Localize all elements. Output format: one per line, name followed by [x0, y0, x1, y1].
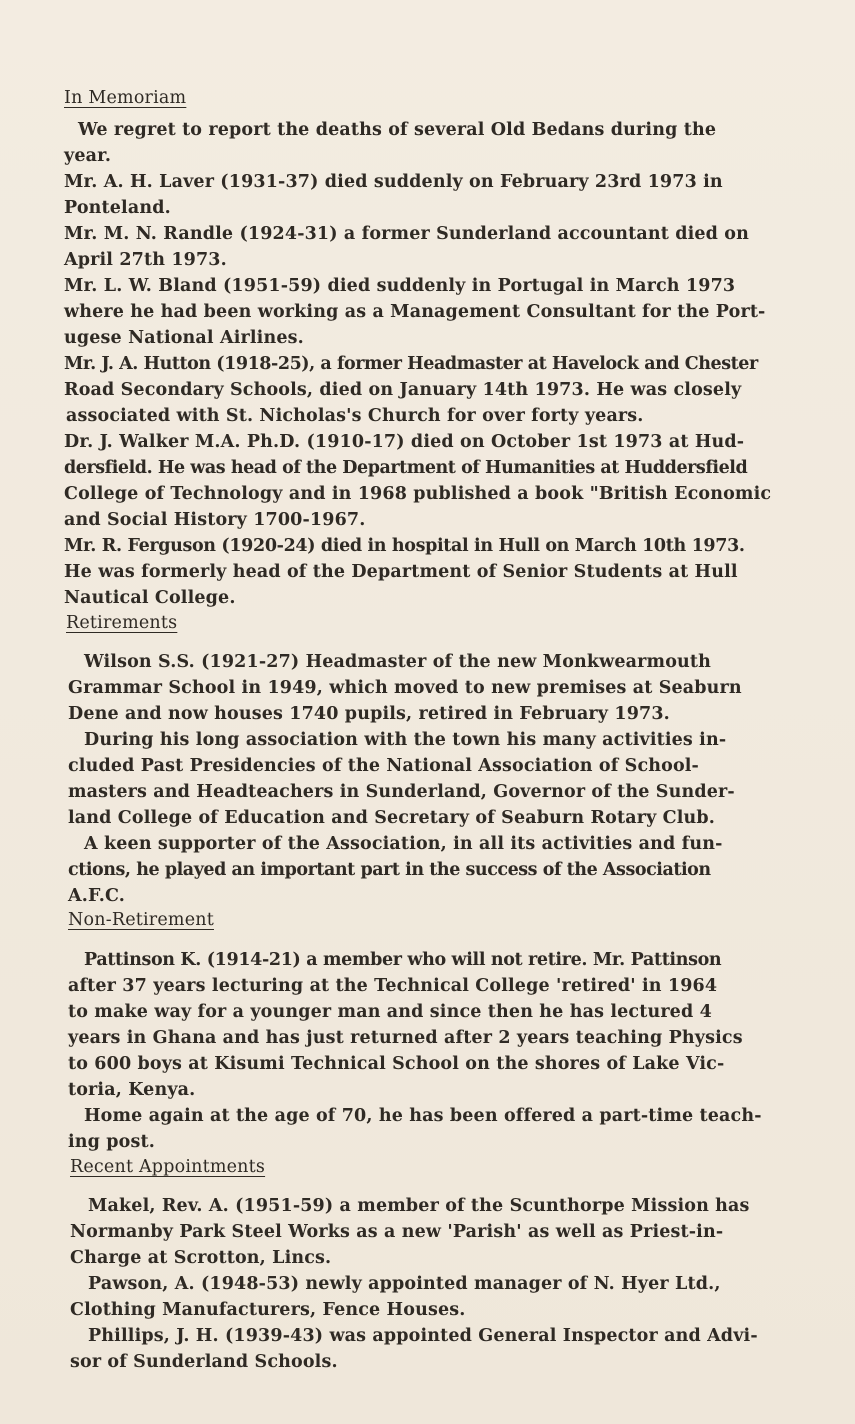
- retirements-line: Grammar School in 1949, which moved to new premises at Seaburn: [68, 678, 742, 698]
- retirements-line: A.F.C.: [68, 886, 126, 906]
- memoriam-line: Dr. J. Walker M.A. Ph.D. (1910-17) died on October 1st 1973 at Hud-: [64, 432, 745, 452]
- retirements-line: During his long association with the town his many activities in-: [84, 730, 727, 750]
- memoriam-line: College of Technology and in 1968 published a book "British Economic: [64, 484, 772, 504]
- appointments-line: Normanby Park Steel Works as a new 'Parish' as well as Priest-in-: [70, 1222, 724, 1242]
- retirements-line: masters and Headteachers in Sunderland, Governor of the Sunder-: [68, 782, 735, 802]
- retirements-line: ctions, he played an important part in the success of the Association: [68, 860, 711, 880]
- section-heading-retirements: Retirements: [66, 613, 178, 633]
- memoriam-line: Nautical College.: [64, 588, 236, 608]
- memoriam-line: Road Secondary Schools, died on January 14th 1973. He was closely: [64, 380, 742, 400]
- memoriam-line: Mr. M. N. Randle (1924-31) a former Sunderland accountant died on: [64, 224, 749, 244]
- memoriam-line: Mr. L. W. Bland (1951-59) died suddenly in Portugal in March 1973: [64, 276, 736, 296]
- appointments-line: Pawson, A. (1948-53) newly appointed manager of N. Hyer Ltd.,: [88, 1274, 721, 1294]
- memoriam-line: We regret to report the deaths of several Old Bedans during the: [78, 120, 717, 140]
- memoriam-line: Mr. A. H. Laver (1931-37) died suddenly on February 23rd 1973 in: [64, 172, 723, 192]
- section-heading-in-memoriam: In Memoriam: [64, 88, 187, 108]
- non-retirement-line: years in Ghana and has just returned after 2 years teaching Physics: [68, 1028, 743, 1048]
- appointments-line: sor of Sunderland Schools.: [70, 1352, 338, 1372]
- memoriam-line: where he had been working as a Management Consultant for the Port-: [64, 302, 766, 322]
- memoriam-line: ugese National Airlines.: [64, 328, 304, 348]
- memoriam-line: dersfield. He was head of the Department of Humanities at Huddersfield: [64, 458, 748, 478]
- section-heading-non-retirement: Non-Retirement: [68, 910, 214, 930]
- non-retirement-line: after 37 years lecturing at the Technical College 'retired' in 1964: [68, 976, 718, 996]
- appointments-line: Phillips, J. H. (1939-43) was appointed General Inspector and Advi-: [88, 1326, 758, 1346]
- retirements-line: land College of Education and Secretary of Seaburn Rotary Club.: [68, 808, 716, 828]
- non-retirement-line: to 600 boys at Kisumi Technical School on the shores of Lake Vic-: [68, 1054, 725, 1074]
- retirements-line: A keen supporter of the Association, in all its activities and fun-: [84, 834, 723, 854]
- retirements-line: Wilson S.S. (1921-27) Headmaster of the new Monkwearmouth: [84, 652, 712, 672]
- memoriam-line: He was formerly head of the Department of Senior Students at Hull: [64, 562, 738, 582]
- appointments-line: Charge at Scrotton, Lincs.: [70, 1248, 332, 1268]
- retirements-line: cluded Past Presidencies of the National Association of School-: [68, 756, 699, 776]
- memoriam-line: year.: [64, 146, 112, 166]
- non-retirement-line: ing post.: [68, 1132, 155, 1152]
- section-heading-recent-appointments: Recent Appointments: [70, 1157, 266, 1177]
- memoriam-line: Mr. J. A. Hutton (1918-25), a former Headmaster at Havelock and Chester: [64, 354, 758, 374]
- retirements-line: Dene and now houses 1740 pupils, retired in February 1973.: [68, 704, 670, 724]
- memoriam-line: and Social History 1700-1967.: [64, 510, 366, 530]
- non-retirement-line: to make way for a younger man and since then he has lectured 4: [68, 1002, 712, 1022]
- appointments-line: Clothing Manufacturers, Fence Houses.: [70, 1300, 466, 1320]
- appointments-line: Makel, Rev. A. (1951-59) a member of the Scunthorpe Mission has: [88, 1196, 750, 1216]
- non-retirement-line: Pattinson K. (1914-21) a member who will not retire. Mr. Pattinson: [84, 950, 722, 970]
- non-retirement-line: toria, Kenya.: [68, 1080, 196, 1100]
- non-retirement-line: Home again at the age of 70, he has been offered a part-time teach-: [84, 1106, 762, 1126]
- memoriam-line: April 27th 1973.: [64, 250, 227, 270]
- memoriam-line: Mr. R. Ferguson (1920-24) died in hospital in Hull on March 10th 1973.: [64, 536, 745, 556]
- memoriam-line: Ponteland.: [64, 198, 171, 218]
- memoriam-line: associated with St. Nicholas's Church for over forty years.: [66, 406, 644, 426]
